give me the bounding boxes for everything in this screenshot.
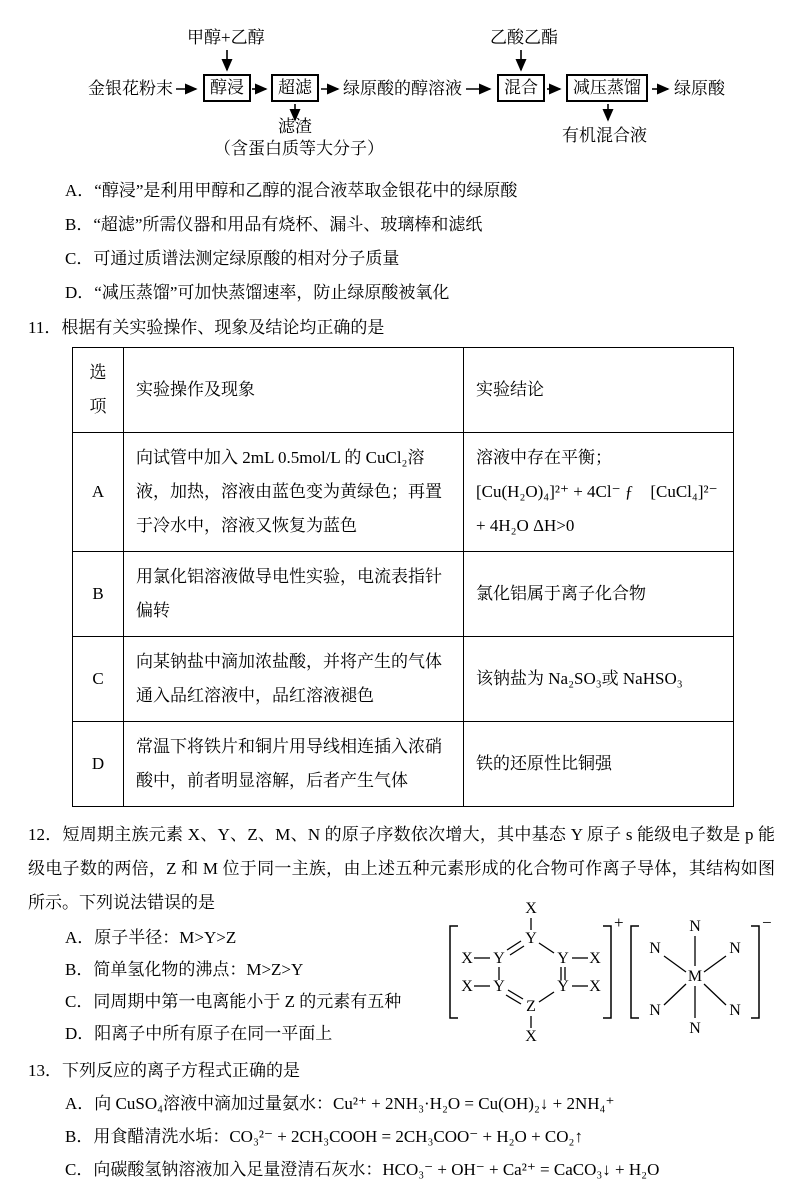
q11-row-c [73, 637, 734, 722]
q13-option-b: B．用食醋清洗水垢：CO₃²⁻ + 2CH₃COOH = 2CH₃COO⁻ + H₂O + CO₂↑ [65, 1127, 583, 1146]
right-bracket-icon [603, 926, 611, 1018]
q12-stem: 12．短周期主族元素 X、Y、Z、M、N 的原子序数依次增大，其中基态 Y 原子 s 能级电子数是 p 能级电子数的两倍，Z 和 M 位于同一主族，由上述五种元素形成的化合物可作离子导体，其结构如图所示。下列说法错误的是 [28, 825, 775, 912]
single-bond [539, 992, 554, 1002]
left-bracket-icon [450, 926, 458, 1018]
q11-header-row [73, 348, 734, 433]
q13-option-c: C．向碳酸氢钠溶液加入足量澄清石灰水：HCO₃⁻ + OH⁻ + Ca²⁺ = CaCO₃↓ + H₂O [65, 1160, 660, 1179]
atom-y-label: Y [525, 930, 537, 947]
q13-option-a: A．向 CuSO₄溶液中滴加过量氨水：Cu²⁺ + 2NH₃·H₂O = Cu(OH)₂↓ + 2NH₄⁺ [65, 1094, 615, 1113]
flowchart-residue-note: （含蛋白质等大分子） [214, 139, 384, 158]
q11-row-b-operation: 用氯化铝溶液做导电性实验，电流表指针偏转 [124, 552, 464, 637]
single-bond [704, 956, 726, 972]
atom-y-label: Y [493, 978, 505, 995]
q11-row-d [73, 722, 734, 807]
q11-title: 11．根据有关实验操作、现象及结论均正确的是 [28, 318, 385, 337]
atom-n-label: N [729, 1002, 741, 1019]
left-bracket-icon [631, 926, 639, 1018]
flowchart-byproduct-label: 有机混合液 [562, 126, 647, 145]
flowchart-intermediate-label: 绿原酸的醇溶液 [343, 79, 462, 98]
atom-m-label: M [687, 968, 703, 985]
single-bond [539, 943, 554, 953]
q12-option-b: B．简单氢化物的沸点：M>Z>Y [65, 960, 304, 979]
atom-n-label: N [689, 918, 701, 935]
q11-col-option: 选项 [73, 348, 124, 433]
single-bond [704, 984, 726, 1005]
q11-row-b [73, 552, 734, 637]
q13-block [28, 1054, 775, 1186]
q11-row-d-conclusion: 铁的还原性比铜强 [464, 722, 734, 807]
flowchart-source-label: 金银花粉末 [88, 79, 173, 98]
q10-option-c: C．可通过质谱法测定绿原酸的相对分子质量 [65, 249, 400, 268]
q10-option-b: B．“超滤”所需仪器和用品有烧杯、漏斗、玻璃棒和滤纸 [65, 215, 483, 234]
q11-row-a-operation: 向试管中加入 2mL 0.5mol/L 的 CuCl₂溶液，加热，溶液由蓝色变为黄绿色；再置于冷水中，溶液又恢复为蓝色 [124, 433, 464, 552]
q11-row-c-conclusion: 该钠盐为 Na₂SO₃或 NaHSO₃ [464, 637, 734, 722]
q11-row-a-conclusion-formula: [Cu(H₂O)₄]²⁺ + 4Cl⁻ ƒ [CuCl₄]²⁻ + 4H₂O ΔH>0 [476, 482, 718, 535]
anion-charge-label: − [762, 913, 772, 932]
atom-z-label: Z [526, 998, 536, 1015]
flowchart-ester-label: 乙酸乙酯 [490, 28, 558, 47]
q11-row-d-operation: 常温下将铁片和铜片用导线相连插入浓硝酸中，前者明显溶解，后者产生气体 [124, 722, 464, 807]
q10-options [28, 174, 775, 310]
flowchart-solvent-label: 甲醇+乙醇 [187, 28, 265, 47]
flowchart-residue-label: 滤渣 [278, 117, 312, 136]
atom-x-label: X [461, 978, 473, 995]
q12-option-c: C．同周期中第一电离能小于 Z 的元素有五种 [65, 992, 402, 1011]
atom-y-label: Y [493, 950, 505, 967]
q11-row-a-option: A [73, 433, 124, 552]
q11-row-b-option: B [73, 552, 124, 637]
extraction-flowchart [28, 0, 775, 168]
q12-structure-diagram [443, 886, 773, 1054]
flowchart-step-vacuum-distillation: 减压蒸馏 [566, 74, 648, 102]
q11-col-conclusion: 实验结论 [464, 348, 734, 433]
atom-x-label: X [589, 950, 601, 967]
q10-option-a: A．“醇浸”是利用甲醇和乙醇的混合液萃取金银花中的绿原酸 [65, 181, 518, 200]
q11-row-d-option: D [73, 722, 124, 807]
flowchart-step-ultrafiltration: 超滤 [271, 74, 319, 102]
q10-option-d: D．“减压蒸馏”可加快蒸馏速率，防止绿原酸被氧化 [65, 283, 450, 302]
q12-option-d: D．阳离子中所有原子在同一平面上 [65, 1024, 333, 1043]
right-bracket-icon [751, 926, 759, 1018]
q11-row-c-operation: 向某钠盐中滴加浓盐酸，并将产生的气体通入品红溶液中，品红溶液褪色 [124, 637, 464, 722]
q11-row-a [73, 433, 734, 552]
cation-charge-label: + [614, 913, 624, 932]
q13-options [28, 1087, 775, 1186]
atom-x-label: X [589, 978, 601, 995]
flowchart-step-alcohol-soak: 醇浸 [203, 74, 251, 102]
q11-row-c-option: C [73, 637, 124, 722]
q11-table [72, 347, 734, 807]
atom-n-label: N [689, 1020, 701, 1037]
q11-col-operation: 实验操作及现象 [124, 348, 464, 433]
atom-x-label: X [461, 950, 473, 967]
q11-row-a-conclusion-intro: 溶液中存在平衡； [476, 448, 612, 467]
q12-block [28, 818, 775, 1050]
flowchart-product-label: 绿原酸 [674, 79, 725, 98]
q11-row-b-conclusion: 氯化铝属于离子化合物 [464, 552, 734, 637]
single-bond [664, 956, 686, 972]
atom-n-label: N [649, 1002, 661, 1019]
atom-n-label: N [729, 940, 741, 957]
atom-n-label: N [649, 940, 661, 957]
atom-y-label: Y [557, 978, 569, 995]
atom-x-label: X [525, 900, 537, 917]
flowchart-step-mixing: 混合 [497, 74, 545, 102]
single-bond [664, 984, 686, 1005]
q12-option-a: A．原子半径：M>Y>Z [65, 928, 237, 947]
atom-x-label: X [525, 1028, 537, 1045]
q13-title: 13．下列反应的离子方程式正确的是 [28, 1061, 300, 1080]
atom-y-label: Y [557, 950, 569, 967]
q11-row-a-conclusion [464, 433, 734, 552]
